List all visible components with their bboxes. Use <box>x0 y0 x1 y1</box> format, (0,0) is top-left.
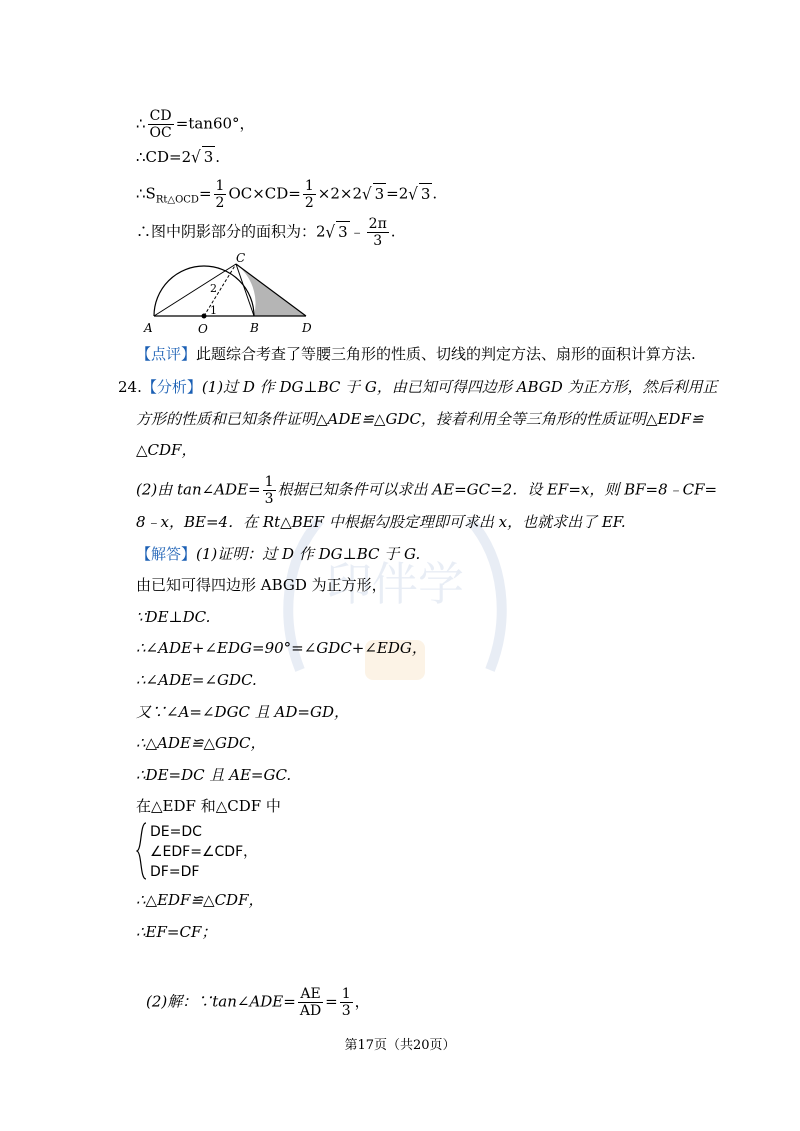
step-8: 在△EDF 和△CDF 中 <box>136 797 281 815</box>
q24-analysis-3: △CDF， <box>136 441 197 459</box>
comment-line: 【点评】此题综合考查了等腰三角形的性质、切线的判定方法、扇形的面积计算方法. <box>136 345 696 363</box>
brace-line-2: ∠EDF=∠CDF， <box>150 844 258 860</box>
angle-label-1: 1 <box>210 304 217 317</box>
label-a: A <box>144 321 153 335</box>
brace-symbol <box>136 822 148 880</box>
eq-area-triangle: $\therefore S_{Rt\triangle OCD}=$ $\frac{1}{2}$ OC×CD= $\frac{1}{2}$ ×2×2√ 3 =2√ 3 . <box>136 178 438 211</box>
center-point <box>202 314 207 319</box>
label-o: O <box>198 322 208 336</box>
segment-oc <box>204 264 236 316</box>
q24-answer-1: 【解答】(1)证明：过 D 作 DG⊥BC 于 G. <box>136 545 421 563</box>
step-4: ∴∠ADE=∠GDC. <box>136 671 257 689</box>
page-footer: 第17页（共20页） <box>344 1038 456 1053</box>
label-d: D <box>302 321 312 335</box>
step-6: ∴△ADE≌△GDC， <box>136 734 266 752</box>
label-c: C <box>236 252 246 265</box>
eq-cd-value: ∴CD=2√ 3 . <box>136 147 221 167</box>
step-9: ∴△EDF≌△CDF， <box>136 891 264 909</box>
step-10: ∴EF=CF； <box>136 923 217 941</box>
eq-cd-over-oc: ∴ $\frac{CD}{OC}$ =tan60°， <box>136 108 255 141</box>
geometry-figure <box>136 252 326 340</box>
label-b: B <box>250 321 259 335</box>
q24-analysis-2: 方形的性质和已知条件证明△ADE≌△GDC，接着利用全等三角形的性质证明△EDF≌ <box>136 410 704 428</box>
step-2: ∵DE⊥DC. <box>136 608 211 626</box>
q24-analysis-4: (2)由 tan∠ADE= $\frac{1}{3}$ 根据已知条件可以求出 AE=GC=2．设 EF=x，则 BF=8﹣CF= <box>136 474 718 507</box>
segment-ac <box>154 264 236 316</box>
step-7: ∴DE=DC 且 AE=GC. <box>136 766 292 784</box>
brace-line-1: DE=DC <box>150 824 202 840</box>
watermark-logo <box>270 470 520 730</box>
svg-text:印伴学: 印伴学 <box>326 557 464 611</box>
fraction: $\frac{CD}{OC}$ <box>149 108 172 141</box>
angle-label-2: 2 <box>210 282 217 295</box>
part2-line: (2)解：∵tan∠ADE= $\frac{AE}{AD}$ = $\frac{1}{3}$ ， <box>146 986 370 1019</box>
step-1: 由已知可得四边形 ABGD 为正方形， <box>136 576 387 594</box>
step-3: ∴∠ADE+∠EDG=90°=∠GDC+∠EDG， <box>136 639 427 657</box>
q24-analysis-1: 24.【分析】(1)过 D 作 DG⊥BC 于 G，由已知可得四边形 ABGD 为正方形，然后利用正 <box>118 378 718 396</box>
eq-shaded-area: ∴图中阴影部分的面积为：2√ 3 ﹣ $\frac{2\pi}{3}$ . <box>136 216 396 249</box>
step-5: 又∵∠A=∠DGC 且 AD=GD， <box>136 703 349 721</box>
q24-analysis-5: 8﹣x，BE=4．在 Rt△BEF 中根据勾股定理即可求出 x，也就求出了 EF. <box>136 513 626 531</box>
brace-line-3: DF=DF <box>150 864 200 880</box>
